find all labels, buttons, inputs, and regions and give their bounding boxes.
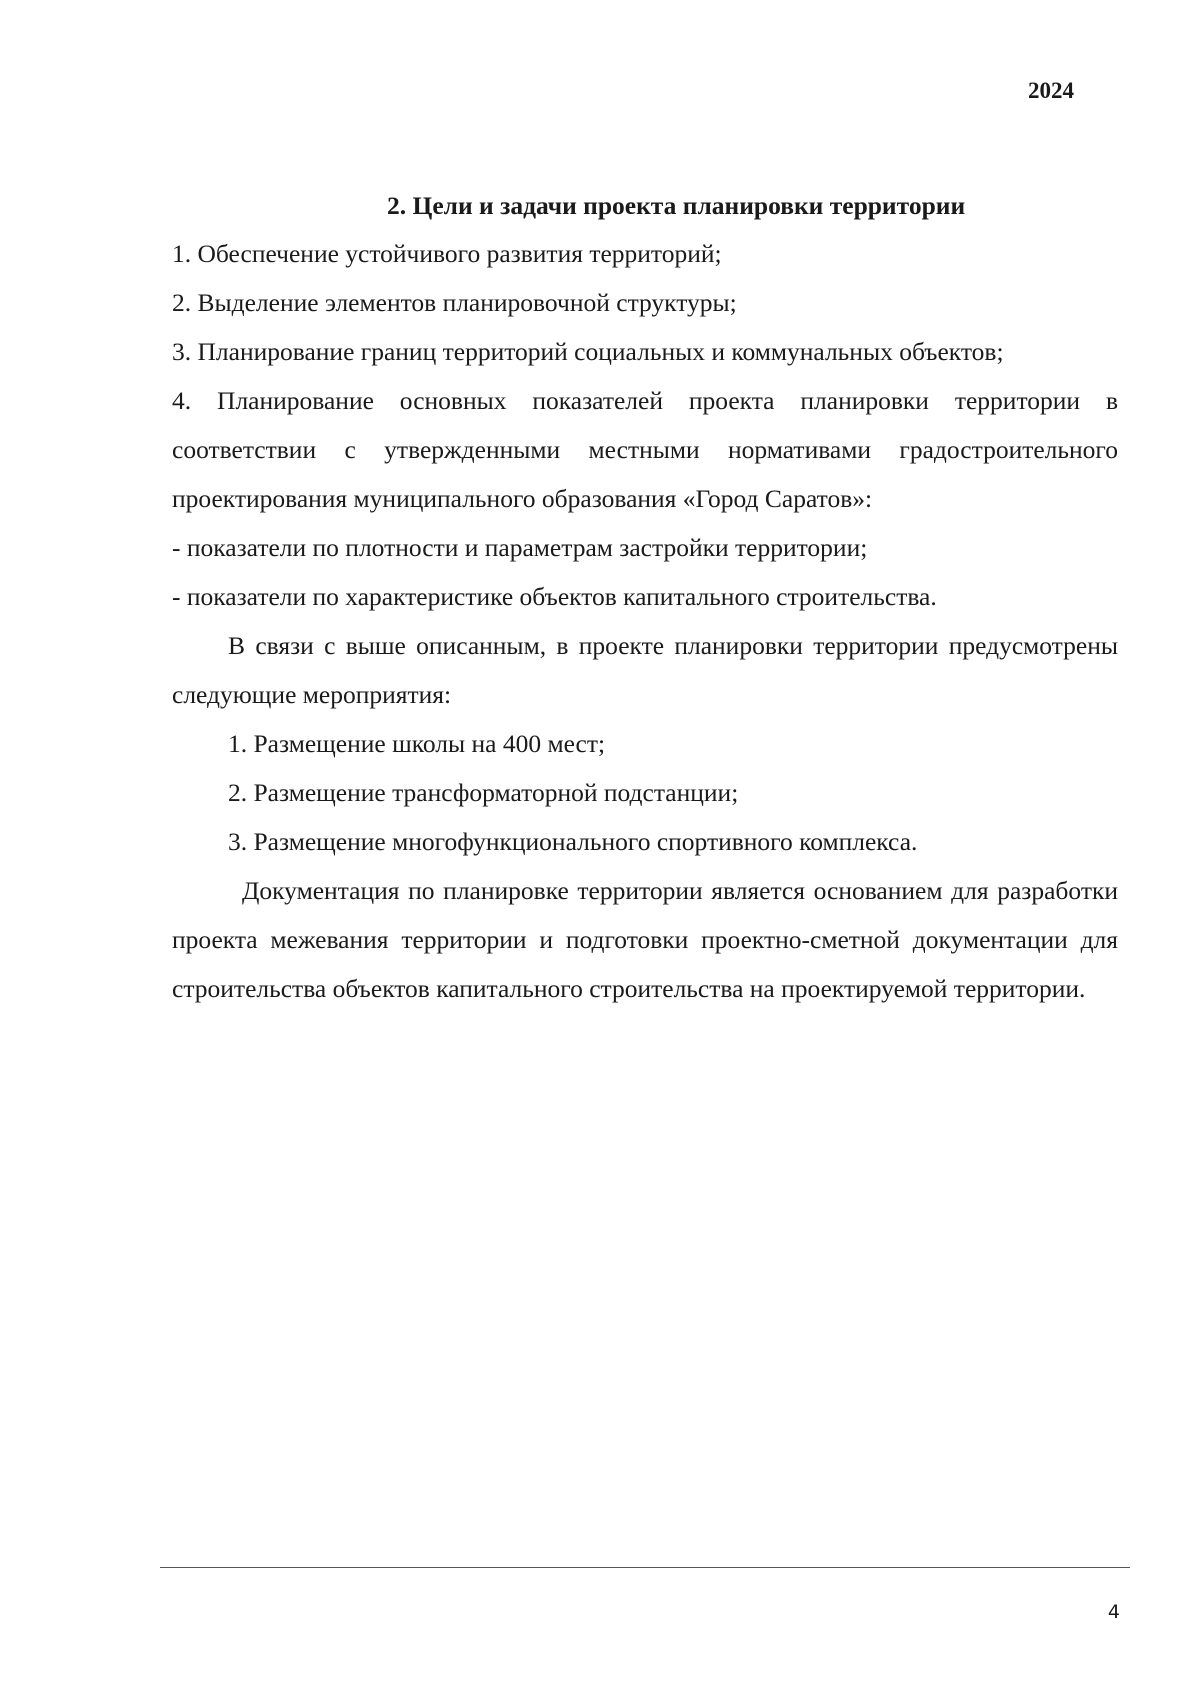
indicator-item: - показатели по характеристике объектов капитального строительства.	[172, 582, 937, 611]
goal-item: 1. Обеспечение устойчивого развития территорий;	[172, 239, 722, 268]
measure-item: 2. Размещение трансформаторной подстанции;	[228, 778, 739, 807]
goal-item: 3. Планирование границ территорий социальных и коммунальных объектов;	[172, 337, 1004, 366]
goal-item: 2. Выделение элементов планировочной структуры;	[172, 288, 737, 317]
footer-divider	[160, 1567, 1130, 1568]
conclusion-paragraph: Документация по планировке территории является основанием для разработки проекта межевания территории и подготовки проектно-сметной документации для строительства объектов капитального строительства на проектируемой территории.	[172, 876, 1118, 1003]
page-number: 4	[1107, 1601, 1120, 1623]
indicator-item: - показатели по плотности и параметрам застройки территории;	[172, 533, 868, 562]
measure-item: 1. Размещение школы на 400 мест;	[228, 729, 606, 758]
goal-item: 4. Планирование основных показателей проекта планировки территории в соответствии с утвержденными местными нормативами градостроительного проектирования муниципального образования «Город Саратов»:	[172, 386, 1118, 513]
measures-intro: В связи с выше описанным, в проекте планировки территории предусмотрены следующие мероприятия:	[172, 631, 1118, 709]
section-heading: 2. Цели и задачи проекта планировки территории	[387, 191, 966, 220]
measure-item: 3. Размещение многофункционального спортивного комплекса.	[228, 827, 918, 856]
header-year: 2024	[1028, 78, 1074, 103]
section-content	[172, 183, 1118, 1013]
